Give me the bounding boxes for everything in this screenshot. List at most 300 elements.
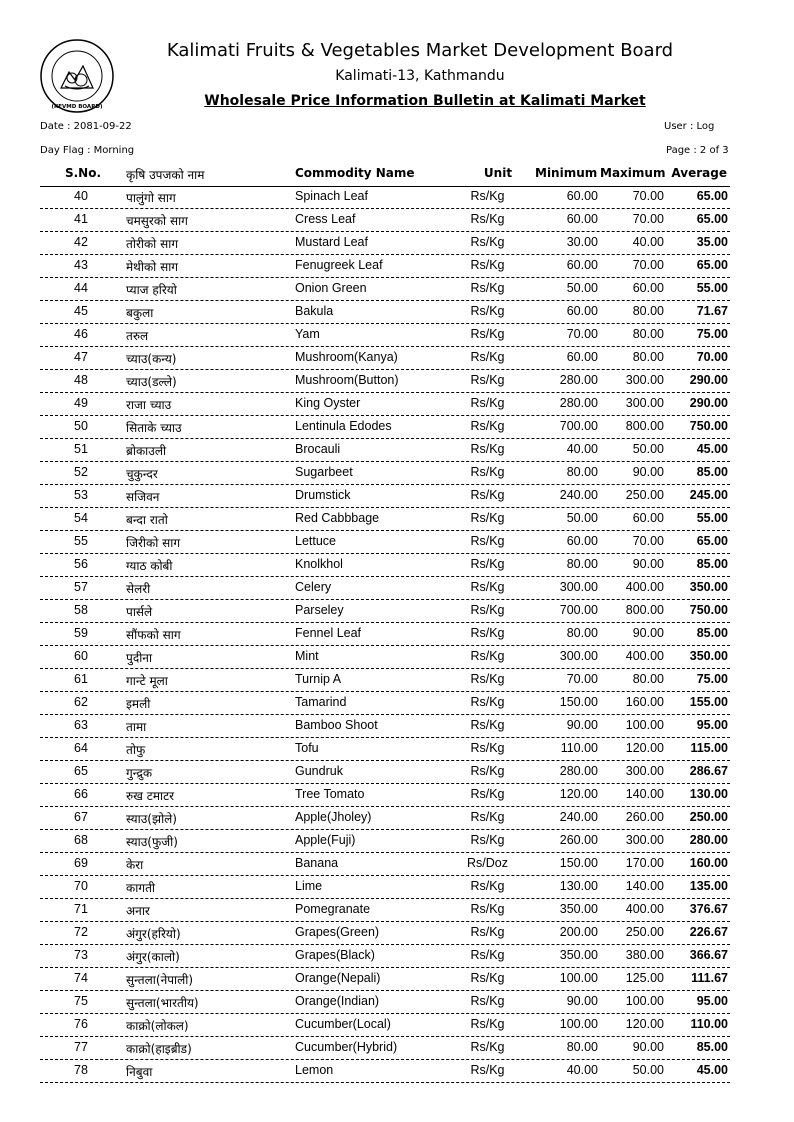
col-sn: S.No. bbox=[64, 166, 102, 180]
table-row bbox=[40, 669, 730, 692]
nepali-name: सेलरी bbox=[126, 582, 151, 596]
serial-number: 68 bbox=[74, 833, 88, 847]
commodity-name: Grapes(Black) bbox=[295, 948, 375, 962]
commodity-name: Mustard Leaf bbox=[295, 235, 368, 249]
commodity-name: Cress Leaf bbox=[295, 212, 356, 226]
serial-number: 63 bbox=[74, 718, 88, 732]
minimum-price: 110.00 bbox=[560, 741, 598, 755]
unit: Rs/Kg bbox=[470, 971, 505, 985]
serial-number: 59 bbox=[74, 626, 88, 640]
col-maximum: Maximum bbox=[600, 166, 666, 180]
commodity-name: Fennel Leaf bbox=[295, 626, 362, 640]
serial-number: 45 bbox=[74, 304, 88, 318]
serial-number: 61 bbox=[74, 672, 88, 686]
average-price: 115.00 bbox=[690, 741, 728, 755]
minimum-price: 240.00 bbox=[559, 488, 598, 502]
maximum-price: 250.00 bbox=[625, 488, 664, 502]
serial-number: 43 bbox=[74, 258, 88, 272]
minimum-price: 350.00 bbox=[559, 902, 598, 916]
minimum-price: 300.00 bbox=[559, 649, 598, 663]
unit: Rs/Kg bbox=[470, 718, 505, 732]
unit: Rs/Kg bbox=[470, 350, 505, 364]
table-row bbox=[40, 301, 730, 324]
serial-number: 40 bbox=[74, 189, 88, 203]
nepali-name: गान्टे मूला bbox=[126, 674, 168, 688]
unit: Rs/Kg bbox=[470, 258, 505, 272]
average-price: 155.00 bbox=[689, 695, 728, 709]
table-row bbox=[40, 991, 730, 1014]
table-row bbox=[40, 715, 730, 738]
maximum-price: 90.00 bbox=[632, 626, 664, 640]
commodity-name: Celery bbox=[295, 580, 332, 594]
table-row bbox=[40, 876, 730, 899]
serial-number: 75 bbox=[74, 994, 88, 1008]
minimum-price: 80.00 bbox=[566, 626, 598, 640]
table-row bbox=[40, 853, 730, 876]
minimum-price: 60.00 bbox=[566, 258, 598, 272]
minimum-price: 700.00 bbox=[559, 419, 598, 433]
commodity-name: Mint bbox=[295, 649, 319, 663]
nepali-name: च्याउ(कन्य) bbox=[126, 352, 177, 366]
minimum-price: 40.00 bbox=[566, 442, 598, 456]
unit: Rs/Kg bbox=[470, 327, 505, 341]
serial-number: 42 bbox=[74, 235, 88, 249]
serial-number: 69 bbox=[74, 856, 88, 870]
average-price: 290.00 bbox=[689, 373, 728, 387]
table-row bbox=[40, 439, 730, 462]
serial-number: 70 bbox=[74, 879, 88, 893]
nepali-name: सुन्तला(नेपाली) bbox=[126, 973, 194, 987]
maximum-price: 90.00 bbox=[632, 1040, 664, 1054]
average-price: 35.00 bbox=[696, 235, 728, 249]
minimum-price: 700.00 bbox=[559, 603, 598, 617]
table-row bbox=[40, 554, 730, 577]
average-price: 85.00 bbox=[696, 1040, 728, 1054]
commodity-name: Sugarbeet bbox=[295, 465, 353, 479]
maximum-price: 400.00 bbox=[625, 902, 664, 916]
col-unit: Unit bbox=[483, 166, 513, 180]
table-row bbox=[40, 784, 730, 807]
commodity-name: Onion Green bbox=[295, 281, 367, 295]
maximum-price: 70.00 bbox=[632, 534, 664, 548]
page-title: Kalimati Fruits & Vegetables Market Development Board bbox=[166, 40, 674, 61]
unit: Rs/Kg bbox=[470, 741, 505, 755]
maximum-price: 80.00 bbox=[632, 304, 664, 318]
serial-number: 76 bbox=[74, 1017, 88, 1031]
average-price: 350.00 bbox=[689, 580, 728, 594]
unit: Rs/Kg bbox=[470, 787, 505, 801]
commodity-name: Bakula bbox=[295, 304, 334, 318]
commodity-name: Cucumber(Hybrid) bbox=[295, 1040, 398, 1054]
unit: Rs/Kg bbox=[470, 419, 505, 433]
minimum-price: 60.00 bbox=[566, 212, 598, 226]
serial-number: 66 bbox=[74, 787, 88, 801]
unit: Rs/Kg bbox=[470, 833, 505, 847]
page-subtitle: Kalimati-13, Kathmandu bbox=[335, 68, 505, 84]
maximum-price: 300.00 bbox=[625, 764, 664, 778]
average-price: 130.00 bbox=[689, 787, 728, 801]
maximum-price: 120.00 bbox=[625, 741, 664, 755]
unit: Rs/Kg bbox=[470, 902, 505, 916]
serial-number: 72 bbox=[74, 925, 88, 939]
table-row bbox=[40, 508, 730, 531]
unit: Rs/Kg bbox=[470, 212, 505, 226]
table-row bbox=[40, 600, 730, 623]
average-price: 350.00 bbox=[689, 649, 728, 663]
maximum-price: 140.00 bbox=[625, 879, 664, 893]
nepali-name: तामा bbox=[126, 720, 147, 734]
minimum-price: 300.00 bbox=[559, 580, 598, 594]
table-row bbox=[40, 347, 730, 370]
minimum-price: 200.00 bbox=[559, 925, 598, 939]
maximum-price: 90.00 bbox=[632, 557, 664, 571]
unit: Rs/Kg bbox=[470, 626, 505, 640]
serial-number: 44 bbox=[74, 281, 88, 295]
commodity-name: Gundruk bbox=[295, 764, 343, 778]
nepali-name: काक्रो(लोकल) bbox=[126, 1019, 189, 1033]
table-row bbox=[40, 899, 730, 922]
unit: Rs/Kg bbox=[470, 879, 505, 893]
minimum-price: 80.00 bbox=[566, 1040, 598, 1054]
serial-number: 73 bbox=[74, 948, 88, 962]
average-price: 750.00 bbox=[689, 603, 728, 617]
table-row bbox=[40, 393, 730, 416]
commodity-name: King Oyster bbox=[295, 396, 361, 410]
serial-number: 77 bbox=[74, 1040, 88, 1054]
unit: Rs/Kg bbox=[470, 442, 505, 456]
average-price: 111.67 bbox=[691, 971, 728, 985]
minimum-price: 280.00 bbox=[559, 396, 598, 410]
minimum-price: 260.00 bbox=[559, 833, 598, 847]
minimum-price: 80.00 bbox=[566, 557, 598, 571]
commodity-name: Red Cabbbage bbox=[295, 511, 380, 525]
average-price: 160.00 bbox=[689, 856, 728, 870]
nepali-name: अनार bbox=[126, 904, 150, 918]
commodity-name: Orange(Indian) bbox=[295, 994, 380, 1008]
nepali-name: मेथीको साग bbox=[126, 260, 179, 274]
board-logo bbox=[39, 38, 115, 114]
commodity-name: Apple(Jholey) bbox=[295, 810, 372, 824]
nepali-name: काक्रो(हाइब्रीड) bbox=[126, 1042, 192, 1056]
minimum-price: 70.00 bbox=[566, 327, 598, 341]
unit: Rs/Kg bbox=[470, 534, 505, 548]
nepali-name: चमसुरको साग bbox=[126, 214, 188, 228]
minimum-price: 280.00 bbox=[559, 764, 598, 778]
nepali-name: सजिवन bbox=[126, 490, 160, 504]
maximum-price: 300.00 bbox=[625, 396, 664, 410]
serial-number: 48 bbox=[74, 373, 88, 387]
commodity-name: Knolkhol bbox=[295, 557, 343, 571]
serial-number: 54 bbox=[74, 511, 88, 525]
unit: Rs/Kg bbox=[470, 281, 505, 295]
table-row bbox=[40, 830, 730, 853]
nepali-name: सिताके च्याउ bbox=[126, 421, 182, 435]
average-price: 65.00 bbox=[696, 534, 728, 548]
serial-number: 52 bbox=[74, 465, 88, 479]
maximum-price: 250.00 bbox=[625, 925, 664, 939]
average-price: 75.00 bbox=[696, 672, 728, 686]
commodity-name: Grapes(Green) bbox=[295, 925, 380, 939]
commodity-name: Yam bbox=[295, 327, 320, 341]
table-row bbox=[40, 370, 730, 393]
unit: Rs/Kg bbox=[470, 672, 505, 686]
average-price: 45.00 bbox=[696, 1063, 728, 1077]
nepali-name: च्याउ(डल्ले) bbox=[126, 375, 177, 389]
table-row bbox=[40, 1037, 730, 1060]
commodity-name: Mushroom(Kanya) bbox=[295, 350, 398, 364]
commodity-name: Tofu bbox=[295, 741, 319, 755]
nepali-name: तोफु bbox=[126, 743, 146, 757]
page-number: Page : 2 of 3 bbox=[666, 145, 729, 156]
table-row bbox=[40, 1060, 730, 1083]
average-price: 65.00 bbox=[696, 258, 728, 272]
maximum-price: 50.00 bbox=[632, 1063, 664, 1077]
nepali-name: निबुवा bbox=[126, 1065, 153, 1079]
average-price: 65.00 bbox=[696, 212, 728, 226]
serial-number: 57 bbox=[74, 580, 88, 594]
minimum-price: 30.00 bbox=[566, 235, 598, 249]
serial-number: 60 bbox=[74, 649, 88, 663]
commodity-name: Pomegranate bbox=[295, 902, 371, 916]
maximum-price: 70.00 bbox=[632, 212, 664, 226]
average-price: 55.00 bbox=[696, 511, 728, 525]
nepali-name: स्याउ(फुजी) bbox=[126, 835, 178, 849]
average-price: 85.00 bbox=[696, 557, 728, 571]
maximum-price: 400.00 bbox=[625, 580, 664, 594]
commodity-name: Lettuce bbox=[295, 534, 337, 548]
minimum-price: 40.00 bbox=[566, 1063, 598, 1077]
table-row bbox=[40, 577, 730, 600]
col-nepali-name: कृषि उपजको नाम bbox=[126, 168, 205, 182]
unit: Rs/Kg bbox=[470, 580, 505, 594]
average-price: 95.00 bbox=[696, 718, 728, 732]
table-row bbox=[40, 761, 730, 784]
table-row bbox=[40, 485, 730, 508]
minimum-price: 240.00 bbox=[559, 810, 598, 824]
commodity-name: Apple(Fuji) bbox=[295, 833, 356, 847]
nepali-name: अंगुर(कालो) bbox=[126, 950, 180, 964]
nepali-name: केरा bbox=[126, 858, 144, 872]
serial-number: 47 bbox=[74, 350, 88, 364]
unit: Rs/Kg bbox=[470, 603, 505, 617]
minimum-price: 80.00 bbox=[566, 465, 598, 479]
table-row bbox=[40, 531, 730, 554]
logo-text: (KFVMD BOARD) bbox=[51, 104, 103, 110]
maximum-price: 125.00 bbox=[625, 971, 664, 985]
average-price: 71.67 bbox=[696, 304, 728, 318]
minimum-price: 90.00 bbox=[566, 718, 598, 732]
maximum-price: 800.00 bbox=[625, 603, 664, 617]
maximum-price: 70.00 bbox=[632, 258, 664, 272]
col-average: Average bbox=[671, 166, 727, 180]
minimum-price: 50.00 bbox=[566, 511, 598, 525]
minimum-price: 60.00 bbox=[566, 189, 598, 203]
serial-number: 53 bbox=[74, 488, 88, 502]
table-row bbox=[40, 324, 730, 347]
minimum-price: 100.00 bbox=[559, 971, 598, 985]
date-label: Date : 2081-09-22 bbox=[40, 121, 132, 132]
nepali-name: सुन्तला(भारतीय) bbox=[126, 996, 199, 1010]
average-price: 85.00 bbox=[696, 626, 728, 640]
nepali-name: ब्रोकाउली bbox=[126, 444, 167, 458]
serial-number: 49 bbox=[74, 396, 88, 410]
nepali-name: स्याउ(झोले) bbox=[126, 812, 177, 826]
price-table bbox=[40, 186, 730, 1083]
serial-number: 46 bbox=[74, 327, 88, 341]
table-row bbox=[40, 807, 730, 830]
commodity-name: Parseley bbox=[295, 603, 344, 617]
maximum-price: 160.00 bbox=[625, 695, 664, 709]
average-price: 75.00 bbox=[696, 327, 728, 341]
minimum-price: 90.00 bbox=[566, 994, 598, 1008]
commodity-name: Orange(Nepali) bbox=[295, 971, 381, 985]
nepali-name: अंगुर(हरियो) bbox=[126, 927, 181, 941]
serial-number: 56 bbox=[74, 557, 88, 571]
maximum-price: 380.00 bbox=[625, 948, 664, 962]
col-minimum: Minimum bbox=[535, 166, 598, 180]
maximum-price: 140.00 bbox=[625, 787, 664, 801]
minimum-price: 280.00 bbox=[559, 373, 598, 387]
average-price: 55.00 bbox=[696, 281, 728, 295]
commodity-name: Lime bbox=[295, 879, 323, 893]
maximum-price: 60.00 bbox=[632, 511, 664, 525]
commodity-name: Banana bbox=[295, 856, 339, 870]
serial-number: 74 bbox=[74, 971, 88, 985]
day-flag-label: Day Flag : Morning bbox=[40, 145, 135, 156]
nepali-name: तोरीको साग bbox=[126, 237, 179, 251]
commodity-name: Lemon bbox=[295, 1063, 334, 1077]
average-price: 45.00 bbox=[696, 442, 728, 456]
commodity-name: Drumstick bbox=[295, 488, 351, 502]
average-price: 95.00 bbox=[696, 994, 728, 1008]
table-row bbox=[40, 646, 730, 669]
maximum-price: 400.00 bbox=[625, 649, 664, 663]
serial-number: 50 bbox=[74, 419, 88, 433]
table-row bbox=[40, 462, 730, 485]
minimum-price: 60.00 bbox=[566, 534, 598, 548]
commodity-name: Brocauli bbox=[295, 442, 341, 456]
minimum-price: 130.00 bbox=[559, 879, 598, 893]
table-row bbox=[40, 209, 730, 232]
minimum-price: 50.00 bbox=[566, 281, 598, 295]
average-price: 70.00 bbox=[696, 350, 728, 364]
nepali-name: गुन्द्रुक bbox=[126, 766, 153, 780]
minimum-price: 100.00 bbox=[559, 1017, 598, 1031]
maximum-price: 100.00 bbox=[625, 994, 664, 1008]
nepali-name: सौंफको साग bbox=[126, 628, 181, 642]
nepali-name: पार्सले bbox=[126, 605, 153, 619]
nepali-name: तरुल bbox=[126, 329, 149, 343]
serial-number: 64 bbox=[74, 741, 88, 755]
maximum-price: 80.00 bbox=[632, 350, 664, 364]
col-commodity-name: Commodity Name bbox=[295, 166, 415, 180]
average-price: 750.00 bbox=[689, 419, 728, 433]
serial-number: 67 bbox=[74, 810, 88, 824]
nepali-name: जिरीको साग bbox=[126, 536, 181, 550]
table-row bbox=[40, 692, 730, 715]
table-row bbox=[40, 1014, 730, 1037]
maximum-price: 800.00 bbox=[625, 419, 664, 433]
minimum-price: 150.00 bbox=[559, 856, 598, 870]
maximum-price: 120.00 bbox=[625, 1017, 664, 1031]
average-price: 110.00 bbox=[690, 1017, 728, 1031]
commodity-name: Lentinula Edodes bbox=[295, 419, 392, 433]
nepali-name: रुख टमाटर bbox=[126, 789, 175, 803]
serial-number: 62 bbox=[74, 695, 88, 709]
unit: Rs/Kg bbox=[470, 465, 505, 479]
nepali-name: राजा च्याउ bbox=[126, 398, 172, 412]
commodity-name: Spinach Leaf bbox=[295, 189, 368, 203]
average-price: 65.00 bbox=[696, 189, 728, 203]
minimum-price: 150.00 bbox=[559, 695, 598, 709]
unit: Rs/Kg bbox=[470, 948, 505, 962]
nepali-name: पालुंगो साग bbox=[126, 191, 176, 205]
average-price: 290.00 bbox=[689, 396, 728, 410]
commodity-name: Tree Tomato bbox=[295, 787, 365, 801]
maximum-price: 260.00 bbox=[625, 810, 664, 824]
nepali-name: चुकुन्दर bbox=[126, 467, 158, 481]
table-row bbox=[40, 623, 730, 646]
table-row bbox=[40, 278, 730, 301]
maximum-price: 90.00 bbox=[632, 465, 664, 479]
nepali-name: बन्दा रातो bbox=[126, 513, 168, 527]
commodity-name: Tamarind bbox=[295, 695, 347, 709]
maximum-price: 300.00 bbox=[625, 833, 664, 847]
unit: Rs/Kg bbox=[470, 373, 505, 387]
commodity-name: Bamboo Shoot bbox=[295, 718, 378, 732]
maximum-price: 170.00 bbox=[625, 856, 664, 870]
unit: Rs/Kg bbox=[470, 695, 505, 709]
maximum-price: 300.00 bbox=[625, 373, 664, 387]
unit: Rs/Kg bbox=[470, 1017, 505, 1031]
minimum-price: 60.00 bbox=[566, 304, 598, 318]
table-row bbox=[40, 968, 730, 991]
unit: Rs/Kg bbox=[470, 511, 505, 525]
unit: Rs/Kg bbox=[470, 925, 505, 939]
nepali-name: बकुला bbox=[126, 306, 154, 320]
commodity-name: Mushroom(Button) bbox=[295, 373, 399, 387]
table-row bbox=[40, 232, 730, 255]
table-row bbox=[40, 255, 730, 278]
average-price: 280.00 bbox=[689, 833, 728, 847]
serial-number: 55 bbox=[74, 534, 88, 548]
unit: Rs/Kg bbox=[470, 1040, 505, 1054]
nepali-name: कागती bbox=[126, 881, 156, 895]
unit: Rs/Kg bbox=[470, 396, 505, 410]
average-price: 250.00 bbox=[689, 810, 728, 824]
average-price: 366.67 bbox=[689, 948, 728, 962]
serial-number: 41 bbox=[74, 212, 88, 226]
table-row bbox=[40, 945, 730, 968]
minimum-price: 60.00 bbox=[566, 350, 598, 364]
unit: Rs/Kg bbox=[470, 994, 505, 1008]
unit: Rs/Doz bbox=[467, 856, 508, 870]
commodity-name: Cucumber(Local) bbox=[295, 1017, 391, 1031]
average-price: 135.00 bbox=[689, 879, 728, 893]
average-price: 286.67 bbox=[689, 764, 728, 778]
unit: Rs/Kg bbox=[470, 304, 505, 318]
table-row bbox=[40, 416, 730, 439]
nepali-name: ग्याठ कोबी bbox=[126, 559, 173, 573]
average-price: 376.67 bbox=[689, 902, 728, 916]
table-row bbox=[40, 738, 730, 761]
maximum-price: 80.00 bbox=[632, 327, 664, 341]
unit: Rs/Kg bbox=[470, 649, 505, 663]
maximum-price: 70.00 bbox=[632, 189, 664, 203]
maximum-price: 50.00 bbox=[632, 442, 664, 456]
serial-number: 58 bbox=[74, 603, 88, 617]
table-header bbox=[40, 166, 730, 188]
